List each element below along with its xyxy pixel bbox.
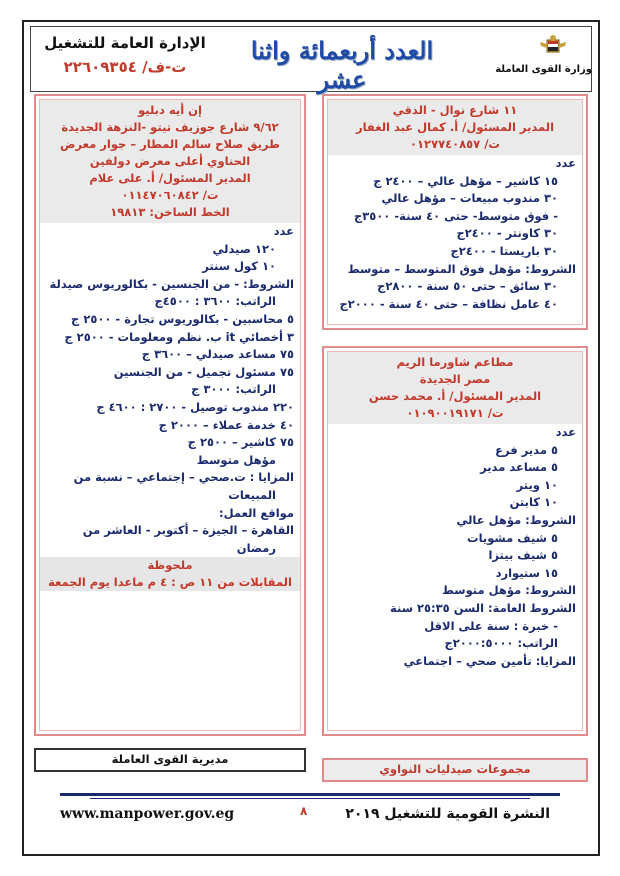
directorate-label: مديرية القوى العاملة [34, 748, 306, 772]
job-line: الشروط: مؤهل عالي [456, 512, 576, 527]
job-lines [328, 424, 582, 670]
issue-title: العدد أربعمائة واثنا عشر [250, 36, 434, 94]
job-line: عدد [555, 425, 576, 439]
box-header [328, 100, 582, 155]
job-line: الراتب: ٢٠٠٠:٥٠٠٠ج [444, 636, 558, 651]
job-line: - خبرة : سنة على الاقل [424, 618, 558, 633]
box-header-line: المدير المسئول/ أ. محمد حسن [368, 389, 542, 403]
job-line: المزايا : ت.صحي – إجتماعي – نسبة من [73, 470, 294, 485]
job-line: ١٠ كابتن [509, 495, 558, 510]
job-line: الشروط: مؤهل متوسط [441, 583, 576, 598]
job-line: المبيعات [228, 487, 276, 502]
job-box-shawarma [322, 346, 588, 736]
job-line: ١٥ كاشير – مؤهل عالي – ٢٤٠٠ ج [373, 173, 558, 188]
job-line: ٢٢٠ مندوب توصيل - ٢٧٠٠ : ٤٦٠٠ ج [96, 399, 294, 414]
box-header-line: إن أيه دبليو [138, 103, 202, 117]
job-line: ١٠ ويتر [516, 477, 558, 492]
footer-website: www.manpower.gov.eg [60, 806, 235, 822]
box-header-line: مطاعم شاورما الريم [396, 355, 514, 369]
job-line: القاهرة – الجيزة – أكتوبر - العاشر من [82, 523, 294, 538]
note-text: المقابلات من ١١ ص : ٤ م ماعدا يوم الجمعة [48, 575, 292, 590]
box-header-line: ٩/٦٢ شارع جوزيف تيتو -النزهة الجديدة [61, 120, 279, 134]
job-line: الشروط: - من الجنسين - بكالوريوس صيدلة [49, 276, 294, 291]
job-line: ٤٠ خدمة عملاء – ٢٠٠٠ ج [158, 417, 294, 432]
job-line: الراتب: ٣٦٠٠ : ٤٥٠٠ج [154, 294, 276, 309]
eagle-emblem-icon [538, 34, 568, 58]
box-header-line: ت/ ٠١١٤٧٠٦٠٨٤٢ [121, 188, 219, 202]
box-header-line: مصر الجديدة [419, 372, 491, 386]
job-line: ٣٠ باريستا - ٢٤٠٠ج [450, 243, 558, 258]
box-header-line: الخط الساخن: ١٩٨١٣ [110, 205, 230, 219]
job-line: ٣٠ كاونتر - ٢٤٠٠ج [456, 226, 558, 241]
publication-name: النشرة القومية للتشغيل ٢٠١٩ [345, 806, 550, 822]
note-title: ملحوظة [147, 558, 193, 573]
box-header-line: ت/ ٠١٢٧٧٤٠٨٥٧ [410, 137, 500, 151]
box-header-line: المدير المسئول/ أ. على علام [89, 171, 251, 185]
job-line: ١٠ كول سنتر [202, 259, 276, 274]
job-line: ١٢٠ صيدلي [212, 241, 276, 256]
job-line: ٣ أخصائي it ب. نظم ومعلومات - ٢٥٠٠ ج [64, 329, 294, 344]
job-line: ٧٥ مسئول تجميل - من الجنسين [113, 364, 294, 379]
box-header [328, 352, 582, 424]
box-header [40, 100, 300, 223]
box-header-line: المدير المسئول/ أ. كمال عبد الغفار [355, 120, 555, 134]
box-header-line: طريق صلاح سالم المطار – جوار معرض [60, 137, 280, 151]
box-header-line: ١١ شارع نوال - الدقي [392, 103, 518, 117]
job-box-naw [34, 94, 306, 736]
admin-title: الإدارة العامة للتشغيل [44, 34, 206, 52]
job-line: ٧٥ كاشير – ٢٥٠٠ ج [187, 435, 294, 450]
job-line: عدد [555, 156, 576, 170]
job-line: - فوق متوسط- حتى ٤٠ سنة- ٣٥٠٠ج [353, 208, 558, 223]
page-number: ٨ [300, 804, 308, 818]
job-line: ٤٠ عامل نظافة – حتى ٤٠ سنة - ٢٠٠٠ج [339, 296, 558, 311]
job-line: ٥ شيف مشويات [467, 530, 558, 545]
job-line: ٥ مدير فرع [495, 442, 558, 457]
job-line: المزايا: تأمين صحي – اجتماعي [403, 653, 576, 668]
job-line: ٥ شيف بيتزا [488, 548, 558, 563]
job-line: مؤهل متوسط [196, 452, 276, 467]
job-box-dokki [322, 94, 588, 330]
job-line: الشروط العامة: السن ٢٥:٣٥ سنة [390, 600, 576, 615]
ministry-name: وزارة القوى العاملة [495, 64, 592, 75]
job-lines [328, 155, 582, 313]
admin-phone: ت-ف/ ٢٢٦٠٩٣٥٤ [63, 58, 187, 76]
pharmacy-group-label: مجموعات صيدليات النواوي [322, 758, 588, 782]
note-section [40, 557, 300, 591]
job-line: الشروط: مؤهل فوق المتوسط – متوسط [347, 261, 576, 276]
job-lines [40, 223, 300, 557]
job-line: ٣٠ سائق – حتى ٥٠ سنة - ٢٨٠٠ج [377, 279, 558, 294]
job-line: عدد [273, 224, 294, 238]
job-line: ١٥ ستيوارد [495, 565, 558, 580]
job-line: الراتب: ٣٠٠٠ ج [191, 382, 276, 397]
job-line: ٧٥ مساعد صيدلي – ٣٦٠٠ ج [141, 347, 294, 362]
box-header-line: الحناوي أعلى معرض دولفين [89, 154, 251, 168]
job-line: ٣٠ مندوب مبيعات – مؤهل عالي [381, 191, 558, 206]
job-line: ٥ مساعد مدير [480, 460, 558, 475]
footer-rule [60, 793, 560, 796]
job-line: ٥ محاسبين - بكالوريوس تجارة - ٢٥٠٠ ج [71, 311, 294, 326]
box-header-line: ت/ ٠١٠٩٠٠١٩١٧١ [406, 406, 504, 420]
job-line: رمضان [236, 540, 276, 555]
job-line: مواقع العمل: [219, 505, 294, 520]
footer-rule-thin [90, 798, 530, 799]
